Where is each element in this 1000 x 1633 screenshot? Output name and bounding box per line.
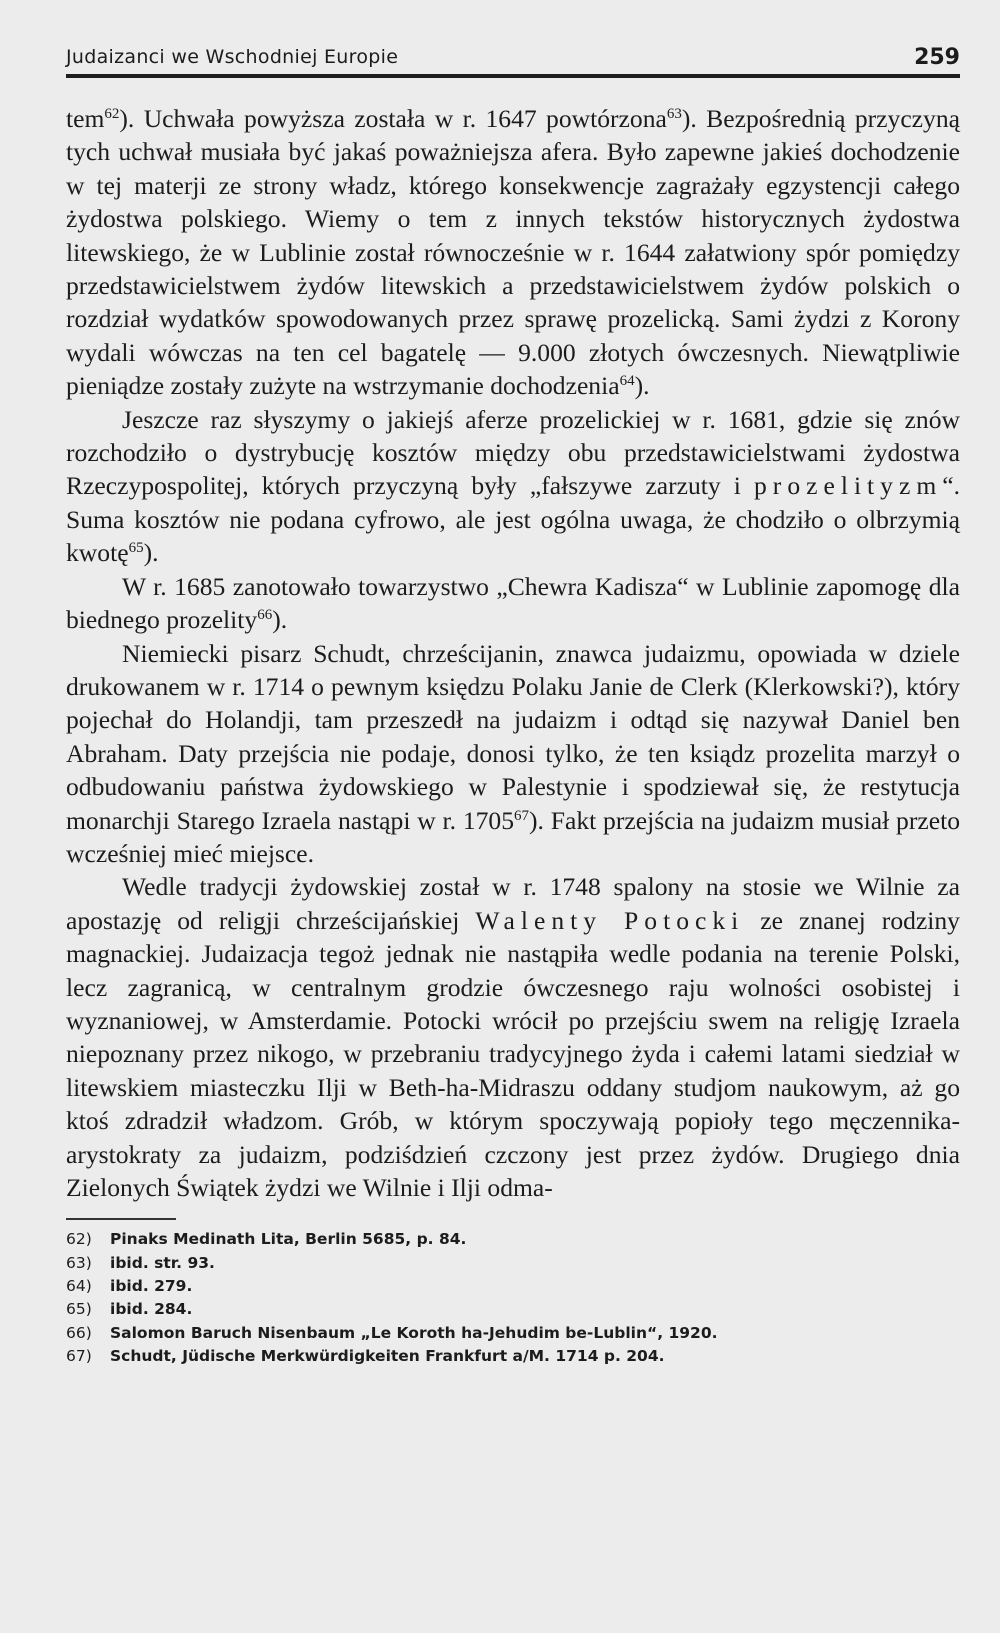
footnote-text: ibid. str. 93. (110, 1253, 215, 1272)
footnote-ref-65: 65 (128, 540, 144, 557)
footnote-ref-67: 67 (514, 807, 530, 824)
footnote-ref-63: 63 (666, 106, 682, 122)
paragraph-3 (66, 570, 960, 637)
footnote-65 (66, 1298, 960, 1321)
footnote-66 (66, 1322, 960, 1345)
page-number: 259 (914, 45, 960, 70)
paragraph-1-text-4: ). (634, 371, 650, 401)
paragraph-4 (66, 637, 960, 871)
footnote-ref-64: 64 (619, 373, 635, 390)
footnote-rule (66, 1218, 176, 1220)
paragraph-3-text-2: ). (272, 605, 288, 635)
body-text (66, 102, 960, 1204)
paragraph-4-text-2: ). Fakt przejścia na judaizm musiał przeto wcześniej mieć miejsce. (66, 805, 960, 868)
paragraph-2-text-3: ). (143, 538, 159, 568)
footnote-64 (66, 1275, 960, 1298)
header-rule (66, 74, 960, 78)
page-header (66, 32, 960, 72)
footnote-63 (66, 1252, 960, 1275)
running-title: Judaizanci we Wschodniej Europie (66, 46, 399, 68)
footnote-number: 65) (66, 1300, 92, 1319)
paragraph-1-text-2: ). Uchwała powyższa została w r. 1647 powtórzona (119, 104, 667, 133)
footnote-62 (66, 1228, 960, 1251)
footnote-text: ibid. 279. (110, 1277, 193, 1295)
footnote-67 (66, 1345, 960, 1368)
paragraph-5-text-2: ze znanej rodziny magnackiej. Judaizacja tegoż jednak nie nastąpiła wedle podania na terenie Polski, lecz zagranicą, w centralnym grodzie ówczesnego raju wolności osobistej i wyznaniowej, w Amsterdamie. Potocki wrócił po przejściu swem na religję Izraela niepoznany przez nikogo, w przebraniu tradycyjnego żyda i całemi latami siedział w litewskiem miasteczku Ilji w Beth-ha-Midraszu oddany studjom naukowym, aż go ktoś zdradził władzom. Grób, w którym spoczywają popioły tego męczennika-arystokraty za judaizm, podziśdzień czczony jest przez żydów. Drugiego dnia Zielonych Świątek żydzi we Wilnie i Ilji odma- (66, 905, 960, 1202)
paragraph-2 (66, 403, 960, 570)
footnote-ref-66: 66 (257, 607, 273, 624)
footnote-number: 62) (66, 1230, 92, 1249)
paragraph-5-spaced-name: Walenty Potocki (475, 905, 745, 935)
paragraph-5 (66, 870, 960, 1204)
paragraph-4-text-1: Niemiecki pisarz Schudt, chrześcijanin, znawca judaizmu, opowiada w dziele drukowanem w r. 1714 o pewnym księdzu Polaku Janie de Clerk (Klerkowski?), który pojechał do Holandji, tam przeszedł na judaizm i odtąd się nazywał Daniel ben Abraham. Daty przejścia nie podaje, donosi tylko, że ten ksiądz prozelita marzył o odbudowaniu państwa żydowskiego w Palestynie i spodziewał się, że restytucja monarchji Starego Izraela nastąpi w r. 1705 (66, 638, 960, 835)
footnote-text: ibid. 284. (110, 1300, 193, 1319)
paragraph-2-text-1: Jeszcze raz słyszymy o jakiejś aferze prozelickiej w r. 1681, gdzie się znów rozchodziło o dystrybucję kosztów między obu przedstawicielstwami żydostwa Rzeczypospolitej, których przyczyną były „fałszywe zarzuty i (66, 404, 960, 501)
paragraph-1-text-3: ). Bezpośrednią przyczyną tych uchwał musiała być jakaś poważniejsza afera. Było zapewne jakieś dochodzenie w tej materji ze strony władz, którego konsekwencje zagrażały egzystencji całego żydostwa polskiego. Wiemy o tem z innych tekstów historycznych żydostwa litewskiego, że w Lublinie został równocześnie w r. 1644 załatwiony spór pomiędzy przedstawicielstwem żydów litewskich a przedstawicielstwem żydów polskich o rozdział wydatków spowodowanych przez sprawę prozelicką. Sami żydzi z Korony wydali wówczas na ten cel bagatelę — 9.000 złotych ówczesnych. Niewątpliwie pieniądze zostały zużyte na wstrzymanie dochodzenia (66, 104, 960, 401)
footnote-text: Pinaks Medinath Lita, Berlin 5685, p. 84. (110, 1230, 467, 1249)
paragraph-2-text-2: “. Suma kosztów nie podana cyfrowo, ale jest ogólna uwaga, że chodziło o olbrzymią kwotę (66, 471, 960, 568)
footnote-number: 63) (66, 1253, 92, 1272)
footnote-number: 64) (66, 1277, 92, 1295)
footnote-number: 66) (66, 1323, 92, 1342)
footnotes (66, 1228, 960, 1368)
footnote-text: Schudt, Jüdische Merkwürdigkeiten Frankfurt a/M. 1714 p. 204. (110, 1346, 665, 1365)
paragraph-2-spaced-word: prozelityzm (754, 471, 943, 501)
footnote-text: Salomon Baruch Nisenbaum „Le Koroth ha-Jehudim be-Lublin“, 1920. (110, 1323, 718, 1342)
paragraph-5-text-1: Wedle tradycji żydowskiej został w r. 1748 spalony na stosie we Wilnie za apostazję od religji chrześcijańskiej (66, 872, 960, 935)
paragraph-1-text-1: tem (66, 104, 105, 133)
paragraph-1 (66, 102, 960, 403)
paragraph-3-text-1: W r. 1685 zanotowało towarzystwo „Chewra Kadisza“ w Lublinie zapomogę dla biednego prozelity (66, 571, 960, 635)
footnote-ref-62: 62 (104, 106, 120, 122)
footnote-number: 67) (66, 1346, 92, 1365)
